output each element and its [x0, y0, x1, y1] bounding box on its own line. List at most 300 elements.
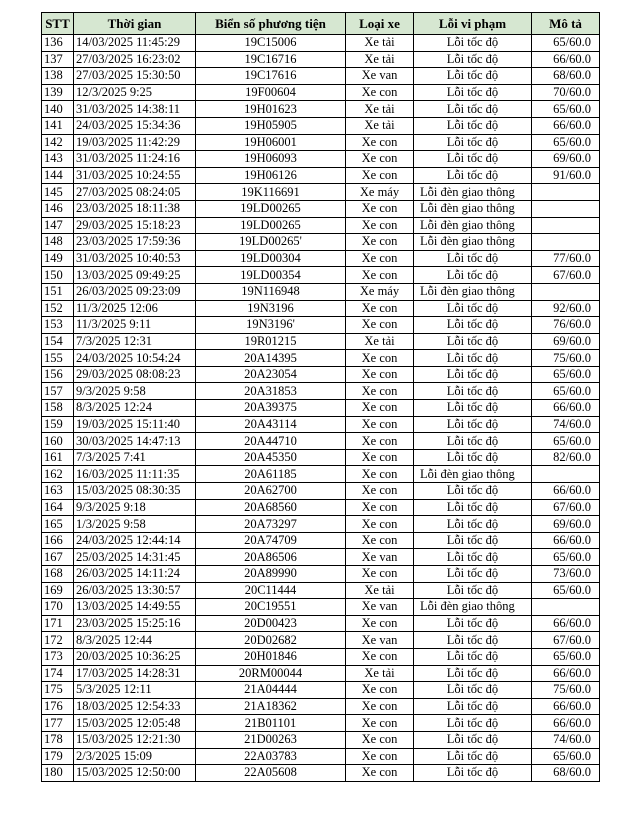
cell-time: 26/03/2025 14:11:24: [74, 566, 196, 583]
cell-violation: Lỗi tốc độ: [414, 433, 532, 450]
cell-plate: 19H01623: [196, 101, 346, 118]
cell-description: [532, 217, 600, 234]
cell-time: 24/03/2025 10:54:24: [74, 350, 196, 367]
table-row: [42, 151, 600, 168]
table-row: [42, 333, 600, 350]
cell-plate: 19N3196: [196, 300, 346, 317]
cell-stt: 143: [42, 151, 74, 168]
cell-violation: Lỗi đèn giao thông: [414, 283, 532, 300]
table-row: [42, 416, 600, 433]
cell-plate: 20A86506: [196, 549, 346, 566]
cell-violation: Lỗi tốc độ: [414, 101, 532, 118]
table-row: [42, 648, 600, 665]
cell-vehicle-type: Xe máy: [346, 283, 414, 300]
table-row: [42, 599, 600, 616]
cell-vehicle-type: Xe con: [346, 84, 414, 101]
cell-stt: 141: [42, 117, 74, 134]
table-row: [42, 449, 600, 466]
cell-plate: 19H05905: [196, 117, 346, 134]
cell-description: 69/60.0: [532, 151, 600, 168]
cell-vehicle-type: Xe con: [346, 151, 414, 168]
table-row: [42, 134, 600, 151]
cell-violation: Lỗi đèn giao thông: [414, 184, 532, 201]
cell-description: [532, 283, 600, 300]
cell-time: 17/03/2025 14:28:31: [74, 665, 196, 682]
cell-description: 65/60.0: [532, 748, 600, 765]
cell-vehicle-type: Xe con: [346, 200, 414, 217]
table-row: [42, 383, 600, 400]
cell-description: 76/60.0: [532, 317, 600, 334]
cell-plate: 20A73297: [196, 516, 346, 533]
table-row: [42, 765, 600, 782]
violations-table: [41, 12, 600, 782]
cell-violation: Lỗi tốc độ: [414, 615, 532, 632]
cell-plate: 19C17616: [196, 68, 346, 85]
cell-violation: Lỗi tốc độ: [414, 350, 532, 367]
cell-violation: Lỗi tốc độ: [414, 84, 532, 101]
cell-vehicle-type: Xe con: [346, 682, 414, 699]
cell-time: 23/03/2025 17:59:36: [74, 234, 196, 251]
cell-stt: 146: [42, 200, 74, 217]
cell-description: 67/60.0: [532, 632, 600, 649]
cell-description: 73/60.0: [532, 566, 600, 583]
cell-description: 65/60.0: [532, 101, 600, 118]
table-row: [42, 217, 600, 234]
cell-stt: 139: [42, 84, 74, 101]
cell-description: 65/60.0: [532, 648, 600, 665]
cell-vehicle-type: Xe con: [346, 383, 414, 400]
cell-violation: Lỗi tốc độ: [414, 682, 532, 699]
cell-description: 68/60.0: [532, 765, 600, 782]
table-row: [42, 483, 600, 500]
cell-time: 15/03/2025 12:50:00: [74, 765, 196, 782]
cell-stt: 155: [42, 350, 74, 367]
cell-description: 66/60.0: [532, 615, 600, 632]
cell-stt: 177: [42, 715, 74, 732]
cell-violation: Lỗi tốc độ: [414, 317, 532, 334]
cell-plate: 20A68560: [196, 499, 346, 516]
cell-plate: 21A04444: [196, 682, 346, 699]
cell-time: 20/03/2025 10:36:25: [74, 648, 196, 665]
cell-time: 27/03/2025 15:30:50: [74, 68, 196, 85]
cell-description: 65/60.0: [532, 433, 600, 450]
cell-time: 19/03/2025 11:42:29: [74, 134, 196, 151]
cell-time: 9/3/2025 9:58: [74, 383, 196, 400]
cell-time: 31/03/2025 10:24:55: [74, 167, 196, 184]
cell-violation: Lỗi tốc độ: [414, 333, 532, 350]
cell-description: 92/60.0: [532, 300, 600, 317]
cell-stt: 154: [42, 333, 74, 350]
cell-stt: 175: [42, 682, 74, 699]
cell-description: [532, 234, 600, 251]
cell-plate: 19K116691: [196, 184, 346, 201]
table-row: [42, 84, 600, 101]
cell-description: 66/60.0: [532, 483, 600, 500]
cell-plate: 22A03783: [196, 748, 346, 765]
cell-stt: 167: [42, 549, 74, 566]
cell-stt: 150: [42, 267, 74, 284]
cell-violation: Lỗi đèn giao thông: [414, 234, 532, 251]
cell-vehicle-type: Xe con: [346, 449, 414, 466]
header-vehicle-type: Loại xe: [346, 13, 414, 35]
cell-time: 31/03/2025 11:24:16: [74, 151, 196, 168]
cell-description: 67/60.0: [532, 267, 600, 284]
cell-plate: 19LD00265: [196, 200, 346, 217]
cell-description: 77/60.0: [532, 250, 600, 267]
cell-time: 15/03/2025 08:30:35: [74, 483, 196, 500]
table-row: [42, 350, 600, 367]
cell-vehicle-type: Xe van: [346, 68, 414, 85]
cell-description: 66/60.0: [532, 117, 600, 134]
cell-violation: Lỗi đèn giao thông: [414, 200, 532, 217]
cell-time: 11/3/2025 12:06: [74, 300, 196, 317]
cell-vehicle-type: Xe con: [346, 317, 414, 334]
cell-stt: 137: [42, 51, 74, 68]
cell-stt: 136: [42, 35, 74, 52]
cell-plate: 19R01215: [196, 333, 346, 350]
cell-vehicle-type: Xe con: [346, 566, 414, 583]
cell-description: [532, 200, 600, 217]
table-row: [42, 632, 600, 649]
cell-violation: Lỗi tốc độ: [414, 731, 532, 748]
cell-plate: 19LD00265: [196, 217, 346, 234]
cell-violation: Lỗi tốc độ: [414, 117, 532, 134]
cell-time: 30/03/2025 14:47:13: [74, 433, 196, 450]
table-row: [42, 317, 600, 334]
cell-stt: 147: [42, 217, 74, 234]
table-row: [42, 549, 600, 566]
cell-description: 65/60.0: [532, 582, 600, 599]
table-row: [42, 400, 600, 417]
cell-time: 5/3/2025 12:11: [74, 682, 196, 699]
cell-description: 70/60.0: [532, 84, 600, 101]
cell-stt: 169: [42, 582, 74, 599]
table-row: [42, 184, 600, 201]
cell-description: 82/60.0: [532, 449, 600, 466]
table-row: [42, 117, 600, 134]
cell-stt: 165: [42, 516, 74, 533]
cell-plate: 20A31853: [196, 383, 346, 400]
cell-violation: Lỗi tốc độ: [414, 566, 532, 583]
cell-stt: 178: [42, 731, 74, 748]
cell-plate: 20A39375: [196, 400, 346, 417]
cell-violation: Lỗi tốc độ: [414, 383, 532, 400]
cell-plate: 19C16716: [196, 51, 346, 68]
cell-stt: 152: [42, 300, 74, 317]
cell-stt: 164: [42, 499, 74, 516]
cell-time: 24/03/2025 12:44:14: [74, 532, 196, 549]
cell-stt: 170: [42, 599, 74, 616]
cell-plate: 20D00423: [196, 615, 346, 632]
cell-violation: Lỗi tốc độ: [414, 51, 532, 68]
cell-violation: Lỗi tốc độ: [414, 167, 532, 184]
cell-description: 74/60.0: [532, 416, 600, 433]
cell-time: 24/03/2025 15:34:36: [74, 117, 196, 134]
cell-stt: 159: [42, 416, 74, 433]
cell-description: 66/60.0: [532, 51, 600, 68]
table-row: [42, 682, 600, 699]
cell-time: 11/3/2025 9:11: [74, 317, 196, 334]
cell-time: 12/3/2025 9:25: [74, 84, 196, 101]
cell-vehicle-type: Xe con: [346, 648, 414, 665]
cell-vehicle-type: Xe con: [346, 731, 414, 748]
cell-description: 67/60.0: [532, 499, 600, 516]
table-row: [42, 101, 600, 118]
cell-vehicle-type: Xe con: [346, 350, 414, 367]
cell-description: [532, 466, 600, 483]
cell-plate: 20A44710: [196, 433, 346, 450]
cell-violation: Lỗi tốc độ: [414, 765, 532, 782]
cell-time: 9/3/2025 9:18: [74, 499, 196, 516]
cell-plate: 20A14395: [196, 350, 346, 367]
header-stt: STT: [42, 13, 74, 35]
cell-violation: Lỗi tốc độ: [414, 68, 532, 85]
cell-description: [532, 184, 600, 201]
cell-vehicle-type: Xe con: [346, 250, 414, 267]
cell-plate: 20A43114: [196, 416, 346, 433]
cell-violation: Lỗi tốc độ: [414, 582, 532, 599]
cell-violation: Lỗi tốc độ: [414, 748, 532, 765]
cell-plate: 20C11444: [196, 582, 346, 599]
cell-plate: 19LD00265': [196, 234, 346, 251]
cell-description: 66/60.0: [532, 698, 600, 715]
cell-stt: 173: [42, 648, 74, 665]
cell-vehicle-type: Xe van: [346, 632, 414, 649]
cell-stt: 144: [42, 167, 74, 184]
cell-violation: Lỗi tốc độ: [414, 366, 532, 383]
cell-plate: 19N116948: [196, 283, 346, 300]
cell-vehicle-type: Xe con: [346, 167, 414, 184]
cell-plate: 20RM00044: [196, 665, 346, 682]
cell-stt: 180: [42, 765, 74, 782]
cell-stt: 172: [42, 632, 74, 649]
cell-description: 65/60.0: [532, 35, 600, 52]
table-row: [42, 499, 600, 516]
cell-stt: 145: [42, 184, 74, 201]
cell-stt: 160: [42, 433, 74, 450]
cell-plate: 19H06126: [196, 167, 346, 184]
cell-violation: Lỗi đèn giao thông: [414, 217, 532, 234]
cell-vehicle-type: Xe con: [346, 532, 414, 549]
cell-time: 31/03/2025 10:40:53: [74, 250, 196, 267]
cell-violation: Lỗi tốc độ: [414, 267, 532, 284]
cell-plate: 19H06001: [196, 134, 346, 151]
cell-violation: Lỗi tốc độ: [414, 665, 532, 682]
cell-time: 7/3/2025 7:41: [74, 449, 196, 466]
cell-violation: Lỗi tốc độ: [414, 151, 532, 168]
table-row: [42, 698, 600, 715]
cell-time: 13/03/2025 14:49:55: [74, 599, 196, 616]
cell-violation: Lỗi tốc độ: [414, 300, 532, 317]
cell-stt: 176: [42, 698, 74, 715]
cell-stt: 153: [42, 317, 74, 334]
cell-vehicle-type: Xe con: [346, 134, 414, 151]
header-violation: Lỗi vi phạm: [414, 13, 532, 35]
cell-time: 29/03/2025 15:18:23: [74, 217, 196, 234]
cell-description: 66/60.0: [532, 715, 600, 732]
table-row: [42, 748, 600, 765]
cell-violation: Lỗi tốc độ: [414, 400, 532, 417]
table-row: [42, 582, 600, 599]
cell-plate: 20A45350: [196, 449, 346, 466]
table-row: [42, 566, 600, 583]
table-row: [42, 267, 600, 284]
cell-violation: Lỗi tốc độ: [414, 250, 532, 267]
cell-vehicle-type: Xe con: [346, 483, 414, 500]
table-row: [42, 615, 600, 632]
cell-plate: 20H01846: [196, 648, 346, 665]
cell-time: 8/3/2025 12:44: [74, 632, 196, 649]
cell-vehicle-type: Xe con: [346, 234, 414, 251]
header-row: [42, 13, 600, 35]
cell-time: 25/03/2025 14:31:45: [74, 549, 196, 566]
cell-stt: 142: [42, 134, 74, 151]
header-time: Thời gian: [74, 13, 196, 35]
cell-violation: Lỗi tốc độ: [414, 35, 532, 52]
cell-stt: 163: [42, 483, 74, 500]
cell-vehicle-type: Xe tải: [346, 51, 414, 68]
cell-plate: 22A05608: [196, 765, 346, 782]
cell-violation: Lỗi tốc độ: [414, 549, 532, 566]
cell-time: 2/3/2025 15:09: [74, 748, 196, 765]
cell-vehicle-type: Xe con: [346, 466, 414, 483]
cell-description: 75/60.0: [532, 682, 600, 699]
cell-stt: 151: [42, 283, 74, 300]
cell-description: 65/60.0: [532, 134, 600, 151]
cell-plate: 20A89990: [196, 566, 346, 583]
header-description: Mô tả: [532, 13, 600, 35]
cell-time: 16/03/2025 11:11:35: [74, 466, 196, 483]
table-row: [42, 665, 600, 682]
cell-time: 15/03/2025 12:21:30: [74, 731, 196, 748]
cell-time: 23/03/2025 15:25:16: [74, 615, 196, 632]
table-row: [42, 250, 600, 267]
cell-plate: 19N3196': [196, 317, 346, 334]
cell-description: 66/60.0: [532, 400, 600, 417]
table-row: [42, 51, 600, 68]
cell-description: 68/60.0: [532, 68, 600, 85]
cell-plate: 20A62700: [196, 483, 346, 500]
cell-violation: Lỗi tốc độ: [414, 516, 532, 533]
cell-description: 66/60.0: [532, 665, 600, 682]
cell-vehicle-type: Xe con: [346, 615, 414, 632]
cell-time: 27/03/2025 16:23:02: [74, 51, 196, 68]
cell-vehicle-type: Xe con: [346, 400, 414, 417]
cell-stt: 140: [42, 101, 74, 118]
cell-description: 66/60.0: [532, 532, 600, 549]
cell-time: 26/03/2025 09:23:09: [74, 283, 196, 300]
cell-time: 27/03/2025 08:24:05: [74, 184, 196, 201]
cell-plate: 19LD00304: [196, 250, 346, 267]
cell-plate: 19F00604: [196, 84, 346, 101]
table-row: [42, 532, 600, 549]
cell-description: 69/60.0: [532, 333, 600, 350]
cell-violation: Lỗi tốc độ: [414, 499, 532, 516]
table-row: [42, 715, 600, 732]
cell-description: 91/60.0: [532, 167, 600, 184]
cell-violation: Lỗi tốc độ: [414, 632, 532, 649]
cell-description: 65/60.0: [532, 549, 600, 566]
cell-violation: Lỗi tốc độ: [414, 715, 532, 732]
cell-time: 26/03/2025 13:30:57: [74, 582, 196, 599]
cell-stt: 138: [42, 68, 74, 85]
table-row: [42, 466, 600, 483]
table-row: [42, 300, 600, 317]
cell-vehicle-type: Xe tải: [346, 101, 414, 118]
cell-stt: 162: [42, 466, 74, 483]
cell-vehicle-type: Xe con: [346, 516, 414, 533]
header-plate: Biển số phương tiện: [196, 13, 346, 35]
cell-vehicle-type: Xe con: [346, 433, 414, 450]
cell-violation: Lỗi tốc độ: [414, 532, 532, 549]
cell-stt: 179: [42, 748, 74, 765]
cell-time: 1/3/2025 9:58: [74, 516, 196, 533]
cell-time: 23/03/2025 18:11:38: [74, 200, 196, 217]
table-row: [42, 516, 600, 533]
table-row: [42, 433, 600, 450]
cell-violation: Lỗi tốc độ: [414, 648, 532, 665]
table-body: [42, 35, 600, 782]
table-row: [42, 200, 600, 217]
cell-stt: 161: [42, 449, 74, 466]
cell-plate: 19C15006: [196, 35, 346, 52]
table-row: [42, 283, 600, 300]
cell-time: 7/3/2025 12:31: [74, 333, 196, 350]
table-row: [42, 366, 600, 383]
cell-time: 14/03/2025 11:45:29: [74, 35, 196, 52]
cell-vehicle-type: Xe máy: [346, 184, 414, 201]
cell-violation: Lỗi tốc độ: [414, 134, 532, 151]
cell-stt: 157: [42, 383, 74, 400]
cell-vehicle-type: Xe tải: [346, 35, 414, 52]
cell-plate: 21A18362: [196, 698, 346, 715]
cell-plate: 19LD00354: [196, 267, 346, 284]
cell-stt: 168: [42, 566, 74, 583]
cell-violation: Lỗi đèn giao thông: [414, 466, 532, 483]
cell-violation: Lỗi tốc độ: [414, 483, 532, 500]
cell-vehicle-type: Xe tải: [346, 117, 414, 134]
cell-description: 74/60.0: [532, 731, 600, 748]
cell-time: 31/03/2025 14:38:11: [74, 101, 196, 118]
cell-stt: 148: [42, 234, 74, 251]
cell-time: 19/03/2025 15:11:40: [74, 416, 196, 433]
cell-description: 69/60.0: [532, 516, 600, 533]
cell-vehicle-type: Xe con: [346, 698, 414, 715]
cell-vehicle-type: Xe con: [346, 267, 414, 284]
cell-description: 65/60.0: [532, 383, 600, 400]
cell-plate: 20C19551: [196, 599, 346, 616]
table-row: [42, 68, 600, 85]
cell-description: 65/60.0: [532, 366, 600, 383]
cell-stt: 158: [42, 400, 74, 417]
cell-time: 29/03/2025 08:08:23: [74, 366, 196, 383]
cell-stt: 149: [42, 250, 74, 267]
cell-stt: 166: [42, 532, 74, 549]
cell-stt: 171: [42, 615, 74, 632]
cell-plate: 20A23054: [196, 366, 346, 383]
cell-vehicle-type: Xe con: [346, 499, 414, 516]
cell-vehicle-type: Xe con: [346, 366, 414, 383]
cell-stt: 174: [42, 665, 74, 682]
cell-vehicle-type: Xe con: [346, 416, 414, 433]
cell-vehicle-type: Xe con: [346, 217, 414, 234]
cell-vehicle-type: Xe con: [346, 765, 414, 782]
cell-plate: 21B01101: [196, 715, 346, 732]
cell-vehicle-type: Xe con: [346, 715, 414, 732]
cell-plate: 20A74709: [196, 532, 346, 549]
table-row: [42, 731, 600, 748]
cell-vehicle-type: Xe con: [346, 300, 414, 317]
